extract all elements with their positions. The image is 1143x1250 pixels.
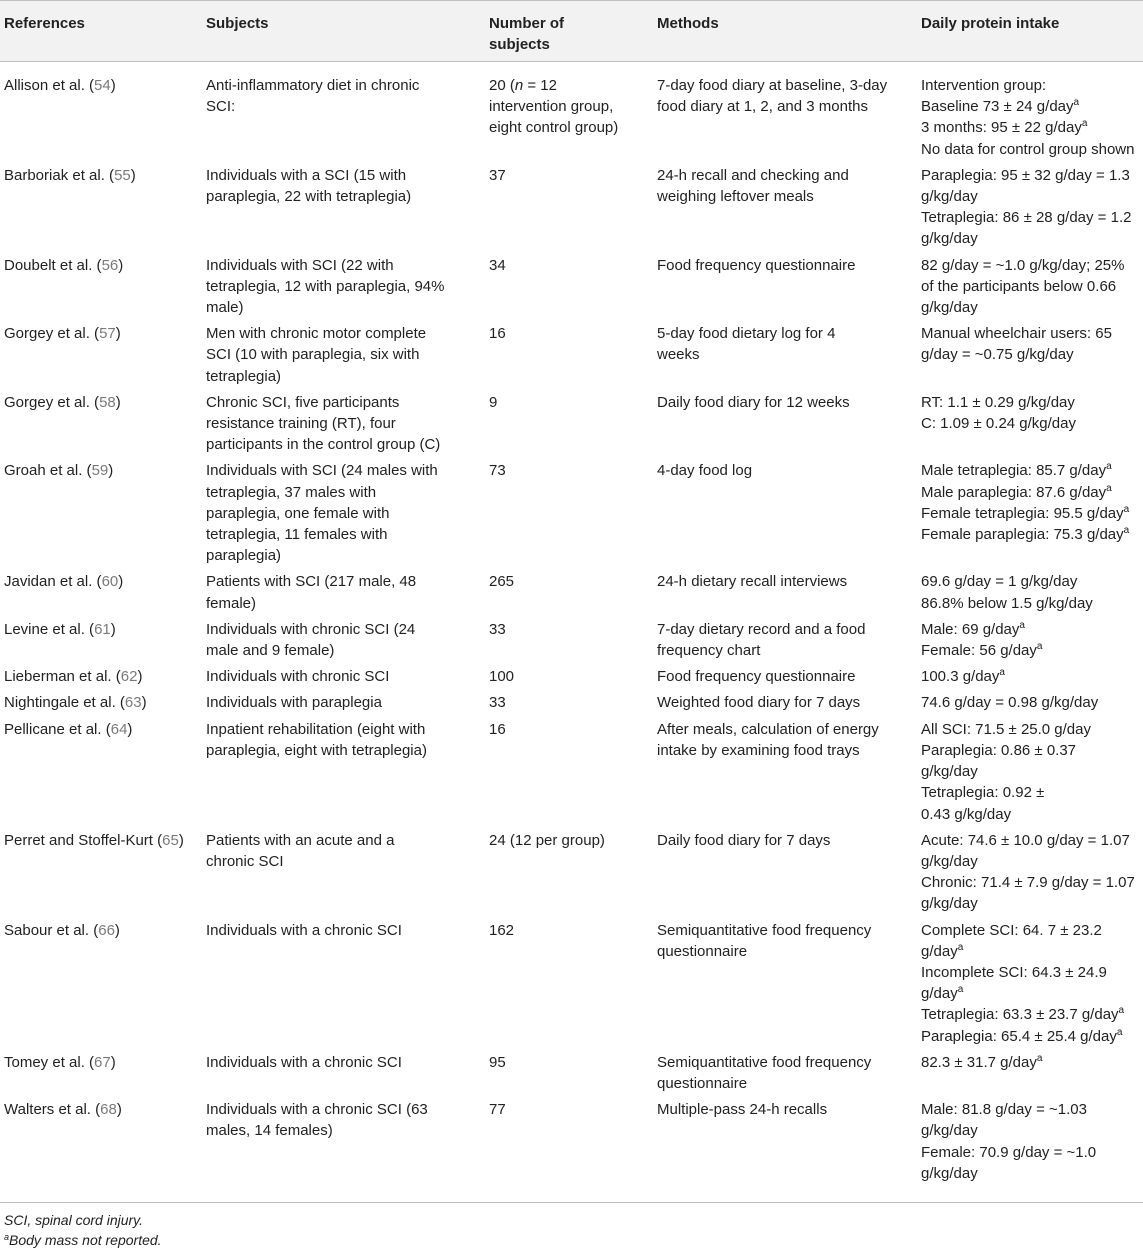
table-row: [0, 666, 1143, 692]
methods-cell: Daily food diary for 12 weeks: [657, 393, 850, 411]
subjects-cell: Individuals with chronic SCI (24 male and 9 female): [206, 620, 416, 660]
reference-link[interactable]: 66: [98, 921, 115, 939]
reference-link[interactable]: 61: [94, 620, 111, 638]
footnote-marker: a: [1118, 1005, 1125, 1017]
reference-link[interactable]: 59: [91, 462, 109, 480]
methods-cell: Daily food diary for 7 days: [657, 831, 831, 849]
number-cell: 162: [489, 921, 515, 939]
reference-name: Levine et al.: [4, 620, 85, 638]
number-cell: 265: [489, 573, 515, 591]
table-row: [0, 62, 1143, 165]
reference-cell: Doubelt et al. (56): [4, 256, 124, 274]
subjects-cell: Men with chronic motor complete SCI (10 with paraplegia, six with tetraplegia): [206, 325, 427, 385]
methods-cell: 7-day dietary record and a food frequency chart: [657, 620, 866, 660]
intake-cell: Acute: 74.6 ± 10.0 g/day = 1.07 g/kg/day Chronic: 71.4 ± 7.9 g/day = 1.07 g/kg/day: [921, 831, 1135, 913]
number-cell: 77: [489, 1101, 506, 1119]
header-references: References: [0, 1, 202, 62]
subjects-cell: Patients with an acute and a chronic SCI: [206, 831, 395, 870]
reference-name: Doubelt et al.: [4, 256, 93, 274]
footnote-marker: a: [957, 984, 964, 996]
subjects-cell: Inpatient rehabilitation (eight with paraplegia, eight with tetraplegia): [206, 720, 427, 759]
number-cell: 100: [489, 668, 515, 686]
intake-cell: Complete SCI: 64. 7 ± 23.2 g/day$^a$ Incomplete SCI: 64.3 ± 24.9 g/day$^a$ Tetraplegia: 63.3 ± 23.7 g/day$^a$ Paraplegia: 65.4 ± 25.4 g/day$^a$: [921, 921, 1125, 1045]
footnote-marker: a: [1123, 503, 1130, 515]
reference-link[interactable]: 54: [94, 77, 111, 94]
subjects-cell: Individuals with a chronic SCI: [206, 1053, 402, 1071]
number-cell: 20 (n = 12 intervention group, eight control group): [489, 77, 619, 137]
reference-link[interactable]: 56: [101, 256, 119, 274]
reference-name: Allison et al.: [4, 77, 85, 94]
subjects-cell: Individuals with a chronic SCI: [206, 921, 402, 939]
reference-name: Gorgey et al.: [4, 325, 90, 343]
reference-name: Perret and Stoffel-Kurt: [4, 831, 153, 849]
footnote-body-mass: $^a$Body mass not reported.: [4, 1232, 162, 1248]
methods-cell: Weighted food diary for 7 days: [657, 694, 861, 712]
reference-cell: Sabour et al. (66): [4, 921, 120, 939]
methods-cell: Food frequency questionnaire: [657, 256, 856, 274]
reference-name: Sabour et al.: [4, 921, 90, 939]
table-row: [0, 255, 1143, 324]
subjects-cell: Individuals with SCI (22 with tetraplegia, 12 with paraplegia, 94% male): [206, 256, 445, 317]
reference-cell: Allison et al. (54): [4, 77, 116, 94]
header-subjects: Subjects: [202, 1, 485, 62]
table-row: [0, 392, 1143, 461]
table-row: [0, 460, 1143, 571]
number-cell: 34: [489, 256, 506, 274]
methods-cell: 24-h recall and checking and weighing leftover meals: [657, 166, 849, 206]
methods-cell: 5-day food dietary log for 4 weeks: [657, 325, 836, 364]
number-cell: 16: [489, 720, 506, 738]
subjects-cell: Individuals with a chronic SCI (63 males, 14 females): [206, 1101, 428, 1140]
methods-cell: Multiple-pass 24-h recalls: [657, 1101, 828, 1119]
reference-cell: Tomey et al. (67): [4, 1053, 116, 1071]
intake-cell: 69.6 g/day = 1 g/kg/day 86.8% below 1.5 g/kg/day: [921, 573, 1093, 612]
table-row: [0, 692, 1143, 718]
intake-cell: Intervention group: Baseline 73 ± 24 g/day$^a$ 3 months: 95 ± 22 g/day$^a$ No data for control group shown: [921, 77, 1135, 158]
table-row: [0, 571, 1143, 618]
reference-cell: Nightingale et al. (63): [4, 694, 147, 712]
number-cell: 24 (12 per group): [489, 831, 605, 849]
reference-link[interactable]: 65: [162, 831, 179, 849]
intake-cell: All SCI: 71.5 ± 25.0 g/day Paraplegia: 0.86 ± 0.37 g/kg/day Tetraplegia: 0.92 ± 0.43 g/kg/day: [921, 720, 1091, 823]
table-row: [0, 619, 1143, 666]
number-cell: 9: [489, 393, 498, 411]
number-cell: 33: [489, 620, 506, 638]
reference-cell: Gorgey et al. (58): [4, 393, 121, 411]
methods-cell: Food frequency questionnaire: [657, 668, 856, 686]
intake-cell: 74.6 g/day = 0.98 g/kg/day: [921, 694, 1099, 712]
subjects-cell: Individuals with chronic SCI: [206, 668, 390, 686]
reference-name: Gorgey et al.: [4, 393, 90, 411]
reference-cell: Pellicane et al. (64): [4, 720, 133, 738]
number-cell: 37: [489, 166, 506, 184]
methods-cell: After meals, calculation of energy intake by examining food trays: [657, 720, 879, 759]
subjects-cell: Individuals with SCI (24 males with tetraplegia, 37 males with paraplegia, one female with tetraplegia, 11 females with paraplegia): [206, 462, 438, 565]
table-row: [0, 719, 1143, 830]
reference-link[interactable]: 57: [99, 325, 116, 343]
number-cell: 95: [489, 1053, 506, 1071]
subjects-cell: Individuals with a SCI (15 with paraplegia, 22 with tetraplegia): [206, 166, 412, 206]
footnote-marker: a: [957, 941, 964, 953]
reference-cell: Lieberman et al. (62): [4, 668, 143, 686]
reference-link[interactable]: 67: [94, 1053, 111, 1071]
number-cell: 33: [489, 694, 506, 712]
reference-link[interactable]: 64: [110, 720, 128, 738]
reference-link[interactable]: 55: [114, 166, 131, 184]
intake-cell: Male: 69 g/day$^a$ Female: 56 g/day$^a$: [921, 619, 1043, 660]
reference-cell: Javidan et al. (60): [4, 573, 124, 591]
number-cell: 16: [489, 325, 506, 343]
footnote-marker: a: [999, 667, 1005, 679]
subjects-cell: Anti-inflammatory diet in chronic SCI:: [206, 77, 420, 116]
table-row: [0, 165, 1143, 255]
methods-cell: 24-h dietary recall interviews: [657, 573, 848, 591]
table-row: [0, 323, 1143, 392]
table-row: [0, 830, 1143, 920]
reference-link[interactable]: 58: [99, 393, 116, 411]
subjects-cell: Chronic SCI, five participants resistance training (RT), four participants in the control group (C): [206, 393, 441, 454]
reference-link[interactable]: 62: [120, 668, 138, 686]
reference-cell: Walters et al. (68): [4, 1101, 122, 1119]
footnote-marker: a: [1073, 97, 1080, 109]
footnote-marker: a: [1106, 461, 1112, 473]
intake-cell: Male: 81.8 g/day = ~1.03 g/kg/day Female: 70.9 g/day = ~1.0 g/kg/day: [921, 1101, 1097, 1182]
header-number-of-subjects: Number of subjects: [485, 1, 653, 62]
reference-name: Walters et al.: [4, 1101, 91, 1119]
methods-cell: Semiquantitative food frequency questionnaire: [657, 921, 872, 960]
intake-cell: 82.3 ± 31.7 g/day$^a$: [921, 1052, 1043, 1071]
table-row: [0, 1099, 1143, 1189]
methods-cell: Semiquantitative food frequency questionnaire: [657, 1053, 872, 1092]
footnote-marker: a: [1036, 641, 1043, 653]
header-methods: Methods: [653, 1, 917, 62]
subjects-cell: Individuals with paraplegia: [206, 694, 382, 712]
reference-name: Groah et al.: [4, 462, 83, 480]
reference-link[interactable]: 63: [124, 694, 142, 712]
reference-link[interactable]: 60: [101, 573, 119, 591]
number-cell: 73: [489, 462, 506, 480]
footnote-marker: a: [1081, 118, 1088, 130]
reference-cell: Groah et al. (59): [4, 462, 114, 480]
reference-cell: Barboriak et al. (55): [4, 166, 136, 184]
reference-cell: Gorgey et al. (57): [4, 325, 121, 343]
reference-name: Pellicane et al.: [4, 720, 102, 738]
reference-name: Barboriak et al.: [4, 166, 105, 184]
intake-cell: 82 g/day = ~1.0 g/kg/day; 25% of the participants below 0.66 g/kg/day: [921, 256, 1125, 317]
table-row: [0, 1052, 1143, 1099]
intake-cell: 100.3 g/day$^a$: [921, 667, 1005, 686]
footnote-marker: a: [1123, 525, 1130, 537]
reference-link[interactable]: 68: [100, 1101, 117, 1119]
reference-name: Nightingale et al.: [4, 694, 116, 712]
footnote-abbreviation: SCI, spinal cord injury.: [4, 1212, 144, 1228]
footnote-marker: a: [1116, 1026, 1123, 1038]
intake-cell: RT: 1.1 ± 0.29 g/kg/day C: 1.09 ± 0.24 g/kg/day: [921, 393, 1076, 433]
footnote-marker: a: [1019, 619, 1025, 631]
reference-cell: Levine et al. (61): [4, 620, 116, 638]
subjects-cell: Patients with SCI (217 male, 48 female): [206, 573, 417, 612]
table-bottom-rule: [0, 1202, 1143, 1203]
intake-cell: Manual wheelchair users: 65 g/day = ~0.75 g/kg/day: [921, 325, 1112, 364]
table-row: [0, 920, 1143, 1052]
reference-name: Tomey et al.: [4, 1053, 85, 1071]
intake-cell: Male tetraplegia: 85.7 g/day$^a$ Male paraplegia: 87.6 g/day$^a$ Female tetraplegia: 95.5 g/day$^a$ Female paraplegia: 75.3 g/day$^a$: [921, 461, 1130, 544]
methods-cell: 4-day food log: [657, 462, 753, 480]
intake-cell: Paraplegia: 95 ± 32 g/day = 1.3 g/kg/day Tetraplegia: 86 ± 28 g/day = 1.2 g/kg/day: [921, 166, 1132, 248]
footnote-marker: a: [1036, 1052, 1043, 1064]
header-daily-protein-intake: Daily protein intake: [917, 1, 1143, 62]
reference-name: Lieberman et al.: [4, 668, 112, 686]
reference-name: Javidan et al.: [4, 573, 93, 591]
methods-cell: 7-day food diary at baseline, 3-day food diary at 1, 2, and 3 months: [657, 77, 888, 116]
table-header-row: [0, 1, 1143, 62]
footnote-marker: a: [1106, 482, 1112, 494]
reference-cell: Perret and Stoffel-Kurt (65): [4, 831, 184, 849]
